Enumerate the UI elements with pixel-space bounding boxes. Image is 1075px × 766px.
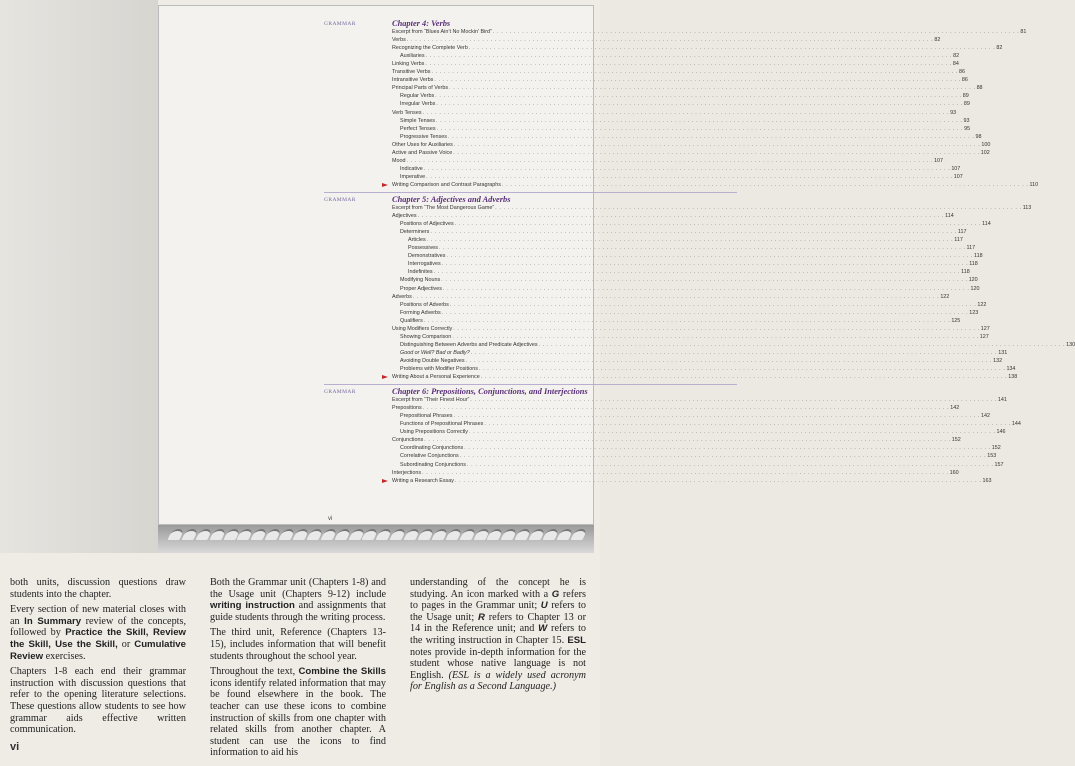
dot-leader	[471, 350, 998, 356]
toc-entry-text: Irregular Verbs	[400, 101, 436, 108]
text-run: notes provide in-depth information for the student whose native language is not English.	[410, 646, 586, 681]
toc-page-number: 88	[976, 85, 983, 92]
chapter-title: Chapter 4: Verbs	[392, 19, 451, 28]
dot-leader	[407, 37, 934, 43]
toc-entry-text: Verb Tenses	[392, 109, 422, 116]
toc-entry-text: Writing a Research Essay	[392, 477, 454, 484]
body-paragraph	[210, 627, 386, 662]
toc-entry-text: Linking Verbs	[392, 61, 425, 68]
dot-leader	[424, 318, 951, 324]
toc-entry-text: Prepositional Phrases	[400, 413, 453, 420]
toc-entry	[400, 366, 1016, 373]
toc-page-number: 98	[975, 133, 982, 140]
toc-entry	[392, 181, 1039, 189]
toc-page-number: 100	[981, 141, 991, 148]
dot-leader	[469, 429, 996, 435]
toc-entry	[392, 29, 1027, 36]
toc-entry	[392, 77, 968, 84]
toc-page-number: 107	[934, 157, 944, 164]
toc-page-number: 120	[968, 277, 978, 284]
dot-leader	[446, 253, 973, 259]
toc-entry	[392, 469, 959, 477]
toc-page-number: 130	[1066, 341, 1075, 348]
toc-page-number: 144	[1011, 421, 1021, 428]
toc-entry	[392, 69, 965, 76]
dot-leader	[442, 310, 969, 316]
section-divider	[324, 384, 737, 385]
toc-entry-text: Writing Comparison and Contrast Paragraphs	[392, 181, 501, 188]
dot-leader	[479, 366, 1006, 372]
dot-leader	[481, 374, 1008, 380]
bold-term: G	[551, 588, 560, 600]
dot-leader	[464, 445, 991, 451]
writing-marker-arrow-icon	[382, 375, 388, 379]
dot-leader	[424, 437, 951, 443]
toc-entry-text: Possessives	[408, 245, 438, 252]
text-run: understanding of the concept he is studying. An icon marked with a	[410, 577, 586, 600]
text-run: icons identify related information that may be found elsewhere in the book. The teacher can use these icons to combine instruction of skills from one chapter with related skills from another chapter. A student can use the icons to find information to aid his	[210, 677, 386, 759]
dot-leader	[539, 342, 1066, 348]
dot-leader	[470, 397, 997, 403]
toc-entry-text: Qualifiers	[400, 317, 423, 324]
page-number: vi	[10, 741, 20, 753]
dot-leader	[466, 358, 993, 364]
chapter-title: Chapter 5: Adjectives and Adverbs	[392, 195, 511, 204]
toc-entry	[408, 237, 963, 244]
toc-entry-text: Interrogatives	[408, 261, 441, 268]
toc-page-number: 86	[961, 77, 968, 84]
toc-entry-text: Prepositions	[392, 405, 422, 412]
toc-entry	[400, 165, 961, 173]
toc-entry-text: Perfect Tenses	[400, 125, 436, 132]
toc-page-number: 132	[993, 357, 1003, 364]
toc-entry	[392, 213, 954, 220]
toc-entry-text: Modifying Nouns	[400, 277, 441, 284]
toc-entry-text: Good or Well? Bad or Badly?	[400, 349, 470, 356]
body-paragraph	[10, 666, 186, 736]
toc-entry-text: Verbs	[392, 37, 406, 44]
toc-page-number: 134	[1006, 366, 1016, 372]
toc-entry-text: Auxiliaries	[400, 53, 425, 60]
toc-entry-text: Transitive Verbs	[392, 69, 431, 76]
dot-leader	[453, 150, 980, 156]
body-paragraph	[410, 577, 586, 693]
dot-leader	[425, 61, 952, 67]
toc-page-number: 152	[991, 445, 1001, 452]
toc-entry	[400, 125, 971, 133]
toc-entry-text: Regular Verbs	[400, 93, 435, 100]
dot-leader	[453, 413, 980, 419]
toc-entry-text: Showing Comparison	[400, 333, 452, 340]
text-run: refers to the Usage unit;	[410, 600, 586, 623]
toc-page-number: 142	[980, 413, 990, 420]
toc-entry	[400, 349, 1008, 357]
dot-leader	[436, 101, 963, 107]
body-column-3	[410, 577, 586, 697]
dot-leader	[434, 77, 961, 83]
body-paragraph	[10, 577, 186, 600]
toc-entry	[392, 477, 992, 485]
toc-entry	[400, 173, 963, 181]
toc-entry	[392, 141, 991, 149]
toc-entry-text: Other Uses for Auxiliaries	[392, 141, 453, 148]
toc-entry	[392, 293, 950, 301]
toc-entry-text: Coordinating Conjunctions	[400, 445, 464, 452]
dot-leader	[449, 85, 976, 91]
toc-entry	[400, 117, 970, 125]
toc-page-number: 81	[1020, 29, 1027, 35]
toc-entry-text: Adjectives	[392, 213, 417, 220]
toc-entry-text: Positions of Adverbs	[400, 301, 449, 308]
toc-page-number: 122	[977, 301, 987, 308]
toc-entry	[392, 437, 961, 444]
dot-leader	[460, 453, 987, 459]
toc-entry	[400, 277, 978, 284]
toc-entry	[400, 229, 967, 236]
dot-leader	[441, 277, 968, 283]
toc-entry	[400, 317, 961, 325]
toc-page-number: 141	[997, 397, 1007, 404]
toc-page-number: 125	[951, 317, 961, 324]
decorative-wave-border	[170, 529, 585, 543]
section-unit-label: GRAMMAR	[324, 388, 356, 395]
toc-entry-text: Demonstratives	[408, 253, 446, 260]
bold-term: writing instruction	[210, 600, 295, 612]
toc-entry	[400, 53, 960, 60]
toc-entry-text: Using Prepositions Correctly	[400, 429, 469, 436]
toc-page-number: 117	[957, 229, 967, 236]
section-unit-label: GRAMMAR	[324, 20, 356, 27]
toc-entry	[400, 133, 982, 141]
toc-entry-text: Imperative	[400, 173, 426, 180]
dot-leader	[455, 478, 982, 484]
toc-entry-text: Interjections	[392, 469, 422, 476]
toc-entry	[400, 357, 1003, 365]
dot-leader	[426, 174, 953, 180]
bold-term: Combine the Skills	[298, 666, 386, 678]
toc-entry-text: Simple Tenses	[400, 117, 435, 124]
dot-leader	[437, 126, 964, 132]
toc-entry	[400, 341, 1075, 349]
body-column-2	[210, 577, 386, 763]
toc-page-number: 107	[953, 173, 963, 180]
dot-leader	[435, 93, 962, 99]
toc-entry-text: Correlative Conjunctions	[400, 453, 459, 460]
toc-page-number: 160	[949, 469, 959, 476]
toc-entry	[392, 149, 990, 157]
toc-page-number: 82	[934, 37, 941, 44]
dot-leader	[430, 229, 957, 235]
toc-entry-text: Using Modifiers Correctly	[392, 325, 453, 332]
dot-leader	[453, 326, 980, 332]
toc-page-number: 157	[994, 461, 1004, 468]
toc-entry-text: Problems with Modifier Positions	[400, 366, 478, 372]
photo-shadow	[0, 0, 158, 553]
dot-leader	[418, 213, 945, 219]
toc-entry-text: Mood	[392, 157, 406, 164]
dot-leader	[502, 182, 1029, 188]
dot-leader	[431, 69, 958, 75]
toc-entry	[392, 205, 1032, 212]
body-paragraph	[210, 577, 386, 623]
toc-entry	[400, 333, 989, 341]
text-run: The third unit, Reference (Chapters 13-15), includes information that will benefit students throughout the school year.	[210, 627, 386, 662]
toc-page-number: 153	[987, 453, 997, 460]
toc-entry	[400, 221, 991, 228]
toc-page-number: 118	[969, 261, 978, 268]
toc-entry-text: Articles	[408, 237, 426, 244]
dot-leader	[434, 269, 961, 275]
dot-leader	[443, 286, 970, 292]
dot-leader	[427, 237, 954, 243]
toc-page-number: 89	[962, 93, 969, 100]
toc-entry-text: Subordinating Conjunctions	[400, 461, 466, 468]
dot-leader	[424, 166, 951, 172]
toc-entry	[400, 461, 1004, 469]
body-paragraph	[210, 666, 386, 759]
text-run: (ESL is a widely used acronym for English as a Second Language.)	[410, 669, 586, 693]
dot-leader	[467, 462, 994, 468]
toc-page-number: 89	[963, 101, 970, 108]
toc-entry	[392, 37, 941, 44]
text-run: exercises.	[43, 650, 86, 662]
text-run: refers to Chapter 13 or 14 in the Reference unit; and	[410, 611, 586, 635]
dot-leader	[454, 142, 981, 148]
toc-entry	[408, 253, 983, 260]
toc-page-number: 117	[954, 237, 963, 244]
toc-page-number: 113	[1022, 205, 1032, 211]
bold-term: R	[478, 611, 485, 623]
toc-entry-text: Adverbs	[392, 293, 412, 300]
text-run: Both the Grammar unit (Chapters 1-8) and the Usage unit (Chapters 9-12) include	[210, 577, 386, 600]
toc-page-image	[158, 5, 1075, 525]
dot-leader	[436, 118, 963, 124]
toc-page-number: 122	[940, 293, 950, 300]
bold-term: In Summary	[24, 615, 82, 627]
toc-entry	[400, 445, 1001, 452]
dot-leader	[439, 245, 966, 251]
toc-entry	[392, 109, 957, 117]
toc-entry	[392, 61, 959, 68]
toc-page-number: 102	[980, 149, 990, 156]
text-run: both units, discussion questions draw students into the chapter.	[10, 577, 186, 600]
toc-page-number: 127	[980, 325, 990, 332]
wave-ornament	[570, 529, 587, 540]
toc-page-number: 146	[996, 429, 1006, 436]
toc-entry	[408, 269, 970, 276]
toc-page-number: 117	[966, 245, 976, 252]
toc-page-number: 86	[958, 69, 965, 76]
toc-page-number: 82	[996, 45, 1003, 52]
dot-leader	[452, 334, 979, 340]
toc-page-number: 152	[951, 437, 961, 444]
toc-entry	[400, 429, 1006, 436]
toc-page-number: 84	[952, 61, 959, 68]
toc-entry	[400, 413, 990, 420]
toc-page-number: 127	[979, 333, 989, 340]
toc-entry-text: Excerpt from “Their Finest Hour”	[392, 397, 470, 404]
dot-leader	[413, 294, 940, 300]
toc-entry-text: Proper Adjectives	[400, 285, 442, 292]
text-run: Chapters 1-8 each end their grammar instruction with discussion questions that refer to the opening literature selections. These questions allow students to see how grammar aids effective written communication.	[10, 666, 186, 736]
dot-leader	[423, 405, 950, 411]
toc-entry	[400, 101, 970, 108]
bold-term: ESL	[567, 634, 586, 646]
toc-page-number: 123	[969, 309, 979, 316]
toc-page-number: 118	[961, 269, 970, 276]
bold-term: Cumulative Review	[10, 638, 186, 662]
toc-page-number: 82	[953, 53, 960, 60]
toc-page-number: 114	[982, 221, 991, 228]
toc-entry-text: Writing About a Personal Experience	[392, 374, 480, 381]
toc-entry	[400, 301, 987, 309]
toc-entry-text: Determiners	[400, 229, 430, 236]
toc-entry	[392, 325, 990, 333]
toc-page-number: vi	[328, 516, 333, 522]
toc-entry	[392, 157, 944, 165]
toc-entry	[400, 93, 969, 100]
toc-page-number: 95	[964, 125, 971, 132]
body-column-1	[10, 577, 186, 740]
toc-entry-text: Indefinites	[408, 269, 433, 276]
text-run: refers to the writing instruction in Chapter 15.	[410, 623, 586, 646]
body-paragraph	[10, 604, 186, 662]
text-run: or	[117, 638, 135, 650]
toc-page-number: 120	[970, 285, 980, 292]
section-divider	[324, 192, 737, 193]
toc-entry-text: Indicative	[400, 165, 423, 172]
dot-leader	[493, 29, 1020, 35]
dot-leader	[455, 221, 982, 227]
toc-entry	[400, 309, 979, 317]
toc-page-number: 93	[950, 109, 957, 116]
toc-page-number: 142	[950, 405, 960, 412]
toc-entry-text: Recognizing the Complete Verb	[392, 45, 468, 52]
toc-entry-text: Conjunctions	[392, 437, 424, 444]
toc-entry	[408, 261, 978, 268]
toc-entry	[392, 85, 983, 92]
toc-entry	[400, 285, 980, 293]
bold-term: Practice the Skill, Review the Skill, Use the Skill,	[10, 627, 187, 650]
dot-leader	[469, 45, 996, 51]
toc-entry-text: Excerpt from “The Most Dangerous Game”	[392, 205, 495, 211]
text-run: refers to pages in the Grammar unit;	[410, 588, 587, 612]
dot-leader	[423, 110, 950, 116]
dot-leader	[450, 302, 977, 308]
bold-term: U	[540, 600, 548, 612]
toc-entry-text: Progressive Tenses	[400, 133, 447, 140]
toc-page-number: 131	[998, 349, 1008, 356]
dot-leader	[422, 470, 949, 476]
bold-term: W	[538, 623, 548, 635]
toc-entry-text: Distinguishing Between Adverbs and Predicate Adjectives	[400, 341, 538, 348]
toc-entry	[400, 453, 997, 460]
toc-entry-text: Avoiding Double Negatives	[400, 357, 465, 364]
text-run: review of the concepts, followed by	[10, 615, 187, 639]
toc-entry-text: Positions of Adjectives	[400, 221, 454, 228]
dot-leader	[484, 421, 1011, 427]
toc-page-number: 107	[951, 165, 961, 172]
toc-entry	[392, 374, 1018, 381]
dot-leader	[426, 53, 953, 59]
toc-entry	[392, 405, 960, 412]
dot-leader	[442, 261, 969, 267]
toc-entry	[392, 45, 1003, 52]
toc-entry-text: Excerpt from “Blues Ain’t No Mockin’ Bird”	[392, 29, 492, 35]
text-run: Throughout the text,	[210, 666, 299, 678]
toc-page-number: 118	[973, 253, 983, 260]
toc-page-number: 138	[1008, 374, 1018, 381]
toc-entry-text: Principal Parts of Verbs	[392, 85, 449, 92]
toc-entry	[408, 245, 976, 252]
writing-marker-arrow-icon	[382, 183, 388, 187]
toc-page-number: 93	[963, 117, 970, 124]
toc-entry-text: Active and Passive Voice	[392, 149, 453, 156]
writing-marker-arrow-icon	[382, 479, 388, 483]
toc-entry-text: Functions of Prepositional Phrases	[400, 421, 484, 428]
toc-page-number: 114	[945, 213, 954, 220]
dot-leader	[448, 134, 975, 140]
toc-entry-text: Intransitive Verbs	[392, 77, 434, 84]
toc-entry-text: Forming Adverbs	[400, 309, 441, 316]
toc-page-number: 110	[1029, 181, 1039, 188]
text-run: and assignments that guide students through the writing process.	[210, 600, 386, 623]
chapter-title: Chapter 6: Prepositions, Conjunctions, and Interjections	[392, 387, 588, 397]
text-run: Every section of new material closes with an	[10, 604, 186, 627]
section-unit-label: GRAMMAR	[324, 196, 356, 203]
toc-entry	[392, 397, 1007, 404]
dot-leader	[407, 158, 934, 164]
toc-page-number: 163	[982, 477, 992, 484]
toc-entry	[400, 421, 1021, 428]
dot-leader	[495, 205, 1022, 211]
